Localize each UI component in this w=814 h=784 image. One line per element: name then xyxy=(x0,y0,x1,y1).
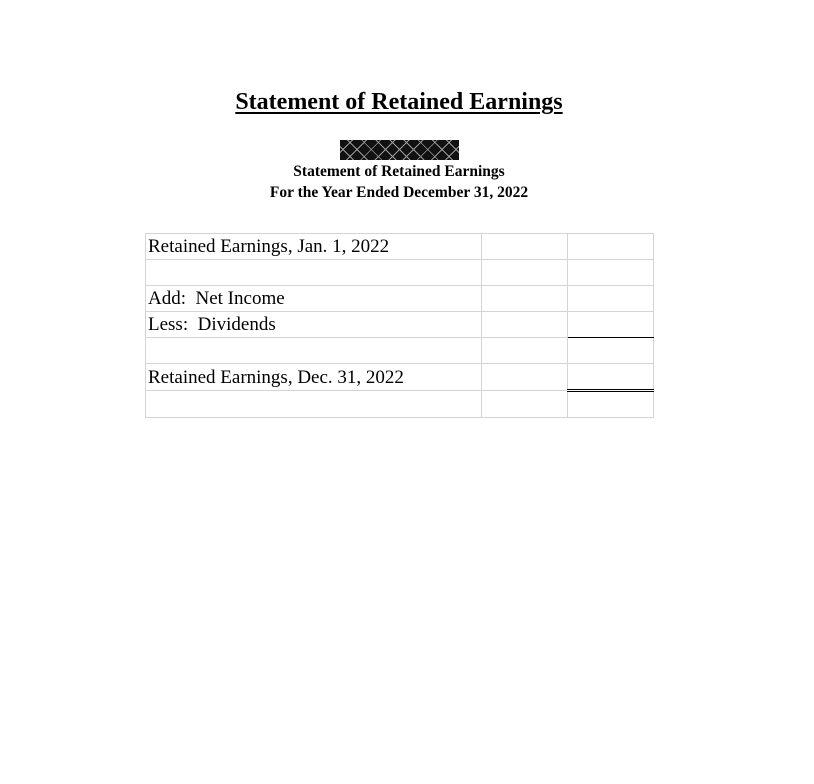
retained-earnings-table xyxy=(145,233,654,418)
row-label: Less: Dividends xyxy=(146,312,482,338)
row-label: Retained Earnings, Dec. 31, 2022 xyxy=(146,364,482,391)
total-cell[interactable] xyxy=(568,338,654,364)
statement-period: For the Year Ended December 31, 2022 xyxy=(269,184,529,201)
table-row xyxy=(146,364,654,391)
amount-cell[interactable] xyxy=(482,338,568,364)
table-row xyxy=(146,286,654,312)
table-row xyxy=(146,234,654,260)
row-label xyxy=(146,391,482,418)
row-label: Retained Earnings, Jan. 1, 2022 xyxy=(146,234,482,260)
total-cell[interactable] xyxy=(568,260,654,286)
amount-cell[interactable] xyxy=(482,391,568,418)
amount-cell[interactable] xyxy=(482,312,568,338)
table-row xyxy=(146,312,654,338)
row-label xyxy=(146,338,482,364)
table-row xyxy=(146,260,654,286)
amount-cell[interactable] xyxy=(482,286,568,312)
table-row xyxy=(146,338,654,364)
total-cell[interactable] xyxy=(568,312,654,338)
amount-cell[interactable] xyxy=(482,364,568,391)
page-title: Statement of Retained Earnings xyxy=(235,89,563,115)
total-cell[interactable] xyxy=(568,286,654,312)
total-cell[interactable] xyxy=(568,364,654,391)
amount-cell[interactable] xyxy=(482,234,568,260)
table-row xyxy=(146,391,654,418)
total-cell[interactable] xyxy=(568,391,654,418)
row-label: Add: Net Income xyxy=(146,286,482,312)
redacted-company-name xyxy=(340,140,459,160)
statement-name: Statement of Retained Earnings xyxy=(293,163,505,180)
amount-cell[interactable] xyxy=(482,260,568,286)
row-label xyxy=(146,260,482,286)
total-cell[interactable] xyxy=(568,234,654,260)
